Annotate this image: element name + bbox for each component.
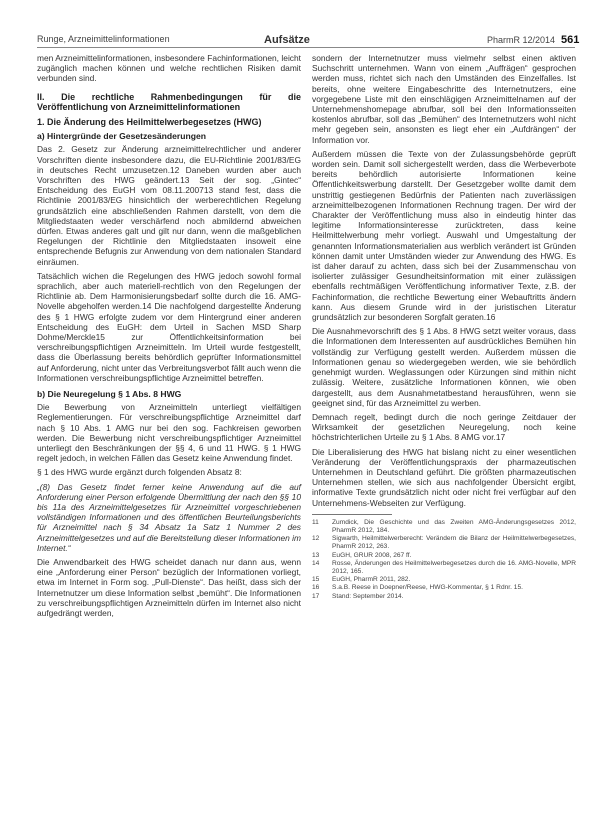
footnote bbox=[312, 576, 576, 584]
footnote bbox=[312, 552, 576, 560]
footnote-rule bbox=[312, 514, 392, 515]
footnote-number: 12 bbox=[312, 535, 320, 543]
subsub-heading-a: a) Hintergründe der Gesetzesänderungen bbox=[37, 131, 207, 142]
journal-issue: PharmR 12/2014 bbox=[487, 35, 556, 45]
running-header-journal bbox=[487, 34, 579, 46]
footnote-text: EuGH, PharmR 2011, 282. bbox=[332, 576, 411, 584]
footnote-text: EuGH, GRUR 2008, 267 ff. bbox=[332, 551, 412, 559]
footnote-text: Rosse, Änderungen des Heilmittelwerbegesetzes durch die 16. AMG-Novelle, MPR 2012, 165. bbox=[332, 559, 576, 575]
paragraph: Das 2. Gesetz zur Änderung arzneimittelrechtlicher und anderer Vorschriften diente insbesondere dazu, die EU-Richtlinie 2001/83/EG in deutsches Recht umzusetzen.12 Daneben wurden aber auch Vorschriften des HWG geändert.13 Seit der sog. „Gintec“ Entscheidung des EuGH vom 08.11.200713 stand fest, dass die Richtlinie 2001/83/EG hinsichtlich der werberechtlichen Regelung grundsätzlich eine abschließenden Rahmen darstellt, von dem die Mitgliedstaaten weder verschärfend noch abmildernd abweichen dürfen. Etwas anderes galt und gilt nur dann, wenn die maßgeblichen Regelungen der Richtlinie den Mitgliedstaaten insoweit eine entsprechende Befugnis zur Anwendung von dem nationalen Standard einräumen. bbox=[37, 144, 301, 267]
paragraph: Die Anwendbarkeit des HWG scheidet danach nur dann aus, wenn eine „Anforderung einer Person“ bezüglich der Informationen vorliegt, etwa im Internet in Form sog. „Pull-Dienste“. Das heißt, dass sich der Internetnutzer um diese Information selbst „bemüht“. Die Informationen zu verschreibungspflichtigen Arzneimitteln dürfen im Internet also nicht aufgedrängt werden, bbox=[37, 557, 301, 619]
footnote-text: Sigwarth, Heilmittelwerberecht: Verändern die Bilanz der Heilmittelwerbegesetzes, PharmR 2012, 263. bbox=[332, 535, 576, 551]
page-number: 561 bbox=[561, 34, 580, 46]
paragraph: § 1 des HWG wurde ergänzt durch folgenden Absatz 8: bbox=[37, 467, 242, 478]
running-header-section: Aufsätze bbox=[264, 34, 310, 46]
footnotes bbox=[312, 519, 576, 601]
footnote-number: 15 bbox=[312, 576, 320, 584]
paragraph: sondern der Internetnutzer muss vielmehr selbst einen aktiven Suchschritt unternehmen. Wann von einem „Auffrägen“ gesprochen werden muss, richtet sich nach den Umständen des Einzelfalles. Ist bereits, ohne weitere Eingabeschritte des Internetnutzers, eine vorgegebene Liste mit den einschlägigen Arzneimittelnamen auf der Unternehmenshomepage abrufbar, soll bei den Informationsseiten kostenlos abrufbar, soll das „Bemühen“ des Internetnutzers wohl nicht mehr gegeben sein, ansonsten es liegt eher ein „Aufdrängen“ der Information vor. bbox=[312, 53, 576, 145]
right-column bbox=[312, 53, 576, 601]
footnote-text: Stand: September 2014. bbox=[332, 592, 404, 600]
footnote-number: 17 bbox=[312, 592, 320, 600]
paragraph: Tatsächlich wichen die Regelungen des HWG jedoch sowohl formal sprachlich, aber auch materiell-rechtlich von den Regelungen der Richtlinie ab. Dem Harmonisierungsbedarf sollte durch die 16. AMG-Novelle abgeholfen werden.14 Die nachfolgend dargestellte Änderung des § 1 HWG erfolgte zudem vor dem Hintergrund einer anderen Entscheidung des EuGH: dem Urteil in Sachen MSD Sharp Dohme/Merckle15 zur Öffentlichkeitsinformation bei verschreibungspflichtigen Arzneimitteln. Im Urteil wurde festgestellt, dass die Überlassung bereits behördlich geprüfter Informationsmittel auf Anforderung, nicht unter das Verbreitungsverbot fällt auch wenn die Informationen verschreibungspflichtige Arzneimittel betreffen. bbox=[37, 270, 301, 383]
statute-quote: „(8) Das Gesetz findet ferner keine Anwendung auf die auf Anforderung einer Person erfolgende Übermittlung der nach den §§ 10 bis 11a des Arzneimittelgesetzes für Arzneimittel vorgeschriebenen vollständigen Informationen und des öffentlichen Beurteilungsberichts für Arzneimittel nach § 34 Absatz 1a Satz 1 Nummer 2 des Arzneimittelgesetzes und auf die Bereitstellung dieser Informationen im Internet.“ bbox=[37, 481, 301, 553]
left-column bbox=[37, 53, 301, 622]
section-heading: II. Die rechtliche Rahmenbedingungen für die Veröffentlichung von Arzneimittelinformationen bbox=[37, 91, 301, 113]
footnote bbox=[312, 519, 576, 535]
footnote-number: 13 bbox=[312, 551, 320, 559]
paragraph: Die Ausnahmevorschrift des § 1 Abs. 8 HWG setzt weiter voraus, dass die Informationen dem Interessenten auf ausdrückliches Bemühen hin vollständig zur Verfügung gestellt werden. Außerdem müssen die Informationen genau so wiedergegeben werden, wie sie behördlich genehmigt wurden. Weglassungen oder Kürzungen sind mithin nicht zulässig. Weitere, zusätzliche Informationen können, wie oben dargestellt, aus dem Ausnahmetatbestand herausführen, wenn sie geeignet sind, für das Arzneimittel zu werben. bbox=[312, 326, 576, 408]
paragraph: Außerdem müssen die Texte von der Zulassungsbehörde geprüft worden sein. Damit soll sichergestellt werden, dass die Werbeverbote bereits behördlich autorisierte Informationen keine Öffentlichkeitswerbung darstellt. Der Gesetzgeber wollte damit dem unstrittig gestiegenen Bedürfnis der Patienten nach zuverlässigen arzneimittelbezogenen Informationen Rechnung tragen. Der wird der Charakter der Veröffentlichung muss also in eindeutig hinter das legitime Informationsinteresse zurücktreten, dass keine Heilmittelwerbung mehr vorliegt. Auswahl und Umgestaltung der genannten Informationsmaterialien aus werblich verändert ist Gründen können damit unter Umständen wieder zur Anwendung des HWG. Es ist daher darauf zu achten, dass sich bei der Zusammenschau von isolierter zulässiger Gesundheitsinformation mit einer zulässigen ebenfalls rechtmäßigen Veröffentlichung informativer Texte, z.B. der Fachinformation, die rechtliche Bewertung einer Webauftritts ändern kann. Aus diesem Grunde wird in der juristischen Literatur grundsätzlich zur besonderen Sorgfalt geraten.16 bbox=[312, 148, 576, 323]
footnote-text: Zumdick, Die Geschichte und das Zweiten AMG-Änderungsgesetzes 2012, PharmR 2012, 184. bbox=[332, 518, 576, 534]
footnote bbox=[312, 584, 576, 592]
paragraph: Die Liberalisierung des HWG hat bislang nicht zu einer wesentlichen Veränderung der Veröffentlichungspraxis der pharmazeutischen Unternehmen in Deutschland geführt. Die größten pharmazeutischen Unternehmen stellen, wie sich aus nachfolgender Übersicht ergibt, informative Texte grundsätzlich nicht oder nicht frei verfügbar auf den Unternehmens-Webseiten zur Verfügung. bbox=[312, 446, 576, 508]
running-header-author: Runge, Arzneimittelinformationen bbox=[37, 34, 170, 44]
paragraph: Die Bewerbung von Arzneimitteln unterliegt vielfältigen Reglementierungen. Für verschreibungspflichtige Arzneimittel darf nach § 10 Abs. 1 AMG nur bei den sog. Fachkreisen geworben werden. Die Bewerbung nicht verschreibungspflichtiger Arzneimittel unterliegt den Beschränkungen der §§ 4, 6 und 11 HWG. § 1 HWG regelt jedoch, in welchen Fällen das Gesetz keine Anwendung findet. bbox=[37, 402, 301, 464]
footnote bbox=[312, 560, 576, 576]
footnote-number: 14 bbox=[312, 559, 320, 567]
footnote-text: S.a.B. Reese in Doepner/Reese, HWG-Kommentar, § 1 Rdnr. 15. bbox=[332, 584, 523, 592]
footnote bbox=[312, 593, 576, 601]
footnote bbox=[312, 535, 576, 551]
intro-paragraph: men Arzneimittelinformationen, insbesondere Fachinformationen, leicht zugänglich machen können und welche rechtlichen Risiken damit verbunden sind. bbox=[37, 53, 301, 84]
header-rule bbox=[37, 47, 575, 48]
footnote-number: 11 bbox=[312, 518, 319, 526]
subsection-heading: 1. Die Änderung des Heilmittelwerbegesetzes (HWG) bbox=[37, 116, 262, 127]
footnote-number: 16 bbox=[312, 584, 320, 592]
paragraph: Demnach regelt, bedingt durch die noch geringe Zeitdauer der Wirksamkeit der gesetzlichen Neuregelung, noch keine höchstrichterlichen Urteile zu § 1 Abs. 8 AMG vor.17 bbox=[312, 411, 576, 443]
subsub-heading-b: b) Die Neuregelung § 1 Abs. 8 HWG bbox=[37, 388, 182, 399]
